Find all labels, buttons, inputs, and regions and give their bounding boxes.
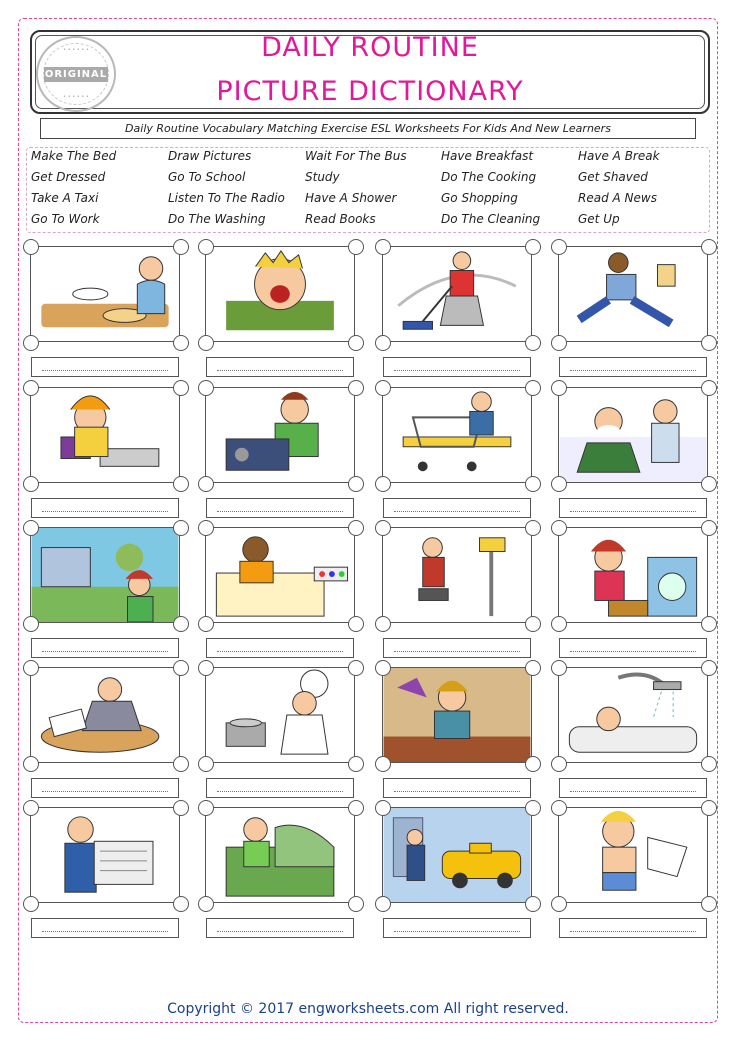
card-corner-notch [701, 380, 717, 396]
card-corner-notch [375, 800, 391, 816]
card-corner-notch [525, 800, 541, 816]
picture-card [558, 667, 708, 763]
answer-field[interactable] [559, 638, 707, 658]
card-corner-notch [348, 616, 364, 632]
card-corner-notch [701, 756, 717, 772]
card-corner-notch [23, 660, 39, 676]
card-corner-notch [348, 476, 364, 492]
answer-field[interactable] [206, 357, 354, 377]
answer-dotted-line [570, 511, 696, 512]
answer-dotted-line [570, 791, 696, 792]
card-corner-notch [23, 616, 39, 632]
card-corner-notch [551, 520, 567, 536]
card-corner-notch [198, 660, 214, 676]
card-corner-notch [23, 756, 39, 772]
card-corner-notch [348, 380, 364, 396]
picture-card [205, 807, 355, 903]
card-corner-notch [173, 660, 189, 676]
card-corner-notch [551, 800, 567, 816]
picture-card [30, 807, 180, 903]
answer-field[interactable] [559, 357, 707, 377]
answer-dotted-line [217, 931, 343, 932]
answer-dotted-line [570, 651, 696, 652]
card-corner-notch [173, 335, 189, 351]
card-corner-notch [348, 660, 364, 676]
answer-dotted-line [217, 791, 343, 792]
answer-field[interactable] [383, 638, 531, 658]
card-corner-notch [23, 476, 39, 492]
picture-card [382, 387, 532, 483]
answer-dotted-line [394, 511, 520, 512]
vocab-word: Do The Cooking [441, 170, 537, 184]
card-corner-notch [23, 335, 39, 351]
card-corner-notch [198, 756, 214, 772]
vocab-word: Study [305, 170, 340, 184]
answer-field[interactable] [206, 778, 354, 798]
wait-bus-icon [383, 528, 531, 622]
card-corner-notch [701, 239, 717, 255]
card-corner-notch [198, 476, 214, 492]
card-corner-notch [701, 660, 717, 676]
answer-field[interactable] [31, 918, 179, 938]
vocab-word: Have Breakfast [441, 149, 534, 163]
card-corner-notch [348, 520, 364, 536]
answer-field[interactable] [383, 498, 531, 518]
card-corner-notch [375, 335, 391, 351]
vocab-word: Make The Bed [31, 149, 117, 163]
card-corner-notch [173, 616, 189, 632]
vocab-word: Go To School [168, 170, 246, 184]
vocab-word: Get Up [578, 212, 620, 226]
picture-card [558, 527, 708, 623]
card-corner-notch [525, 896, 541, 912]
answer-dotted-line [42, 370, 168, 371]
vocab-word: Have A Break [578, 149, 660, 163]
card-corner-notch [198, 616, 214, 632]
vocab-word: Go To Work [31, 212, 100, 226]
card-corner-notch [551, 756, 567, 772]
vocab-word: Do The Cleaning [441, 212, 541, 226]
answer-field[interactable] [559, 778, 707, 798]
card-corner-notch [375, 520, 391, 536]
card-corner-notch [198, 800, 214, 816]
picture-card [30, 246, 180, 342]
card-corner-notch [701, 800, 717, 816]
picture-card [558, 246, 708, 342]
get-dressed-icon [559, 808, 707, 902]
vocab-word: Draw Pictures [168, 149, 252, 163]
card-corner-notch [375, 239, 391, 255]
answer-dotted-line [570, 370, 696, 371]
card-corner-notch [525, 756, 541, 772]
card-corner-notch [375, 896, 391, 912]
washing-icon [559, 528, 707, 622]
stamp-label: ORIGINAL [44, 69, 108, 80]
listen-radio-icon [206, 388, 354, 482]
answer-field[interactable] [206, 918, 354, 938]
card-corner-notch [525, 616, 541, 632]
picture-card [382, 667, 532, 763]
study-icon [383, 668, 531, 762]
answer-field[interactable] [206, 498, 354, 518]
card-corner-notch [23, 896, 39, 912]
card-corner-notch [198, 896, 214, 912]
shaving-icon [559, 388, 707, 482]
card-corner-notch [198, 239, 214, 255]
answer-field[interactable] [31, 778, 179, 798]
answer-dotted-line [217, 370, 343, 371]
vocab-word: Go Shopping [441, 191, 518, 205]
card-corner-notch [23, 380, 39, 396]
card-corner-notch [375, 476, 391, 492]
answer-dotted-line [217, 511, 343, 512]
picture-card [558, 807, 708, 903]
go-to-work-icon [559, 247, 707, 341]
card-corner-notch [23, 239, 39, 255]
card-corner-notch [375, 756, 391, 772]
picture-card [205, 246, 355, 342]
card-corner-notch [173, 800, 189, 816]
card-corner-notch [525, 520, 541, 536]
breakfast-icon [31, 247, 179, 341]
card-corner-notch [23, 800, 39, 816]
answer-dotted-line [394, 370, 520, 371]
answer-field[interactable] [383, 778, 531, 798]
cooking-icon [206, 668, 354, 762]
card-corner-notch [348, 335, 364, 351]
card-corner-notch [173, 756, 189, 772]
answer-dotted-line [42, 511, 168, 512]
card-corner-notch [551, 239, 567, 255]
card-corner-notch [701, 520, 717, 536]
picture-card [205, 527, 355, 623]
vocab-word: Have A Shower [305, 191, 397, 205]
card-corner-notch [525, 660, 541, 676]
card-corner-notch [348, 800, 364, 816]
vocab-word: Read Books [305, 212, 376, 226]
vocab-word: Wait For The Bus [305, 149, 407, 163]
answer-field[interactable] [559, 498, 707, 518]
card-corner-notch [348, 896, 364, 912]
card-corner-notch [23, 520, 39, 536]
copyright-footer: Copyright © 2017 engworksheets.com All right reserved. [167, 1001, 569, 1017]
card-corner-notch [701, 335, 717, 351]
card-corner-notch [551, 380, 567, 396]
taxi-icon [383, 808, 531, 902]
card-corner-notch [551, 476, 567, 492]
card-corner-notch [525, 239, 541, 255]
vocab-word: Read A News [578, 191, 657, 205]
subtitle: Daily Routine Vocabulary Matching Exercise ESL Worksheets For Kids And New Learners [40, 118, 696, 139]
answer-field[interactable] [383, 357, 531, 377]
card-corner-notch [173, 476, 189, 492]
page-title-line2: PICTURE DICTIONARY [216, 76, 524, 107]
card-corner-notch [375, 660, 391, 676]
page-title-line1: DAILY ROUTINE [261, 32, 479, 63]
answer-field[interactable] [31, 638, 179, 658]
shower-icon [559, 668, 707, 762]
picture-card [30, 527, 180, 623]
picture-card [30, 667, 180, 763]
card-corner-notch [701, 896, 717, 912]
get-up-icon [206, 247, 354, 341]
card-corner-notch [701, 476, 717, 492]
card-corner-notch [551, 896, 567, 912]
card-corner-notch [348, 239, 364, 255]
picture-card [30, 387, 180, 483]
read-books-icon [31, 388, 179, 482]
card-corner-notch [173, 896, 189, 912]
vocab-word: Take A Taxi [31, 191, 99, 205]
card-corner-notch [375, 616, 391, 632]
card-corner-notch [551, 660, 567, 676]
answer-field[interactable] [31, 357, 179, 377]
vocab-word: Do The Washing [168, 212, 266, 226]
answer-dotted-line [42, 931, 168, 932]
answer-dotted-line [394, 651, 520, 652]
picture-card [205, 387, 355, 483]
card-corner-notch [198, 380, 214, 396]
answer-field[interactable] [383, 918, 531, 938]
draw-pictures-icon [206, 528, 354, 622]
card-corner-notch [551, 335, 567, 351]
answer-dotted-line [394, 931, 520, 932]
card-corner-notch [525, 476, 541, 492]
picture-card [558, 387, 708, 483]
picture-card [205, 667, 355, 763]
card-corner-notch [525, 335, 541, 351]
card-corner-notch [173, 380, 189, 396]
answer-dotted-line [42, 791, 168, 792]
make-bed-icon [206, 808, 354, 902]
card-corner-notch [348, 756, 364, 772]
vocab-word: Get Shaved [578, 170, 648, 184]
shopping-icon [383, 388, 531, 482]
answer-dotted-line [217, 651, 343, 652]
card-corner-notch [173, 239, 189, 255]
card-corner-notch [701, 616, 717, 632]
have-break-icon [31, 668, 179, 762]
answer-field[interactable] [206, 638, 354, 658]
answer-dotted-line [42, 651, 168, 652]
card-corner-notch [198, 520, 214, 536]
picture-card [382, 807, 532, 903]
answer-field[interactable] [559, 918, 707, 938]
answer-dotted-line [394, 791, 520, 792]
picture-card [382, 246, 532, 342]
card-corner-notch [198, 335, 214, 351]
card-corner-notch [525, 380, 541, 396]
original-stamp-icon: • • • • • • ORIGINAL • • • • • • [36, 36, 116, 112]
go-to-school-icon [31, 528, 179, 622]
card-corner-notch [375, 380, 391, 396]
cleaning-icon [383, 247, 531, 341]
card-corner-notch [551, 616, 567, 632]
vocab-word: Get Dressed [31, 170, 106, 184]
vocab-word: Listen To The Radio [168, 191, 285, 205]
card-corner-notch [173, 520, 189, 536]
answer-dotted-line [570, 931, 696, 932]
answer-field[interactable] [31, 498, 179, 518]
read-news-icon [31, 808, 179, 902]
picture-card [382, 527, 532, 623]
